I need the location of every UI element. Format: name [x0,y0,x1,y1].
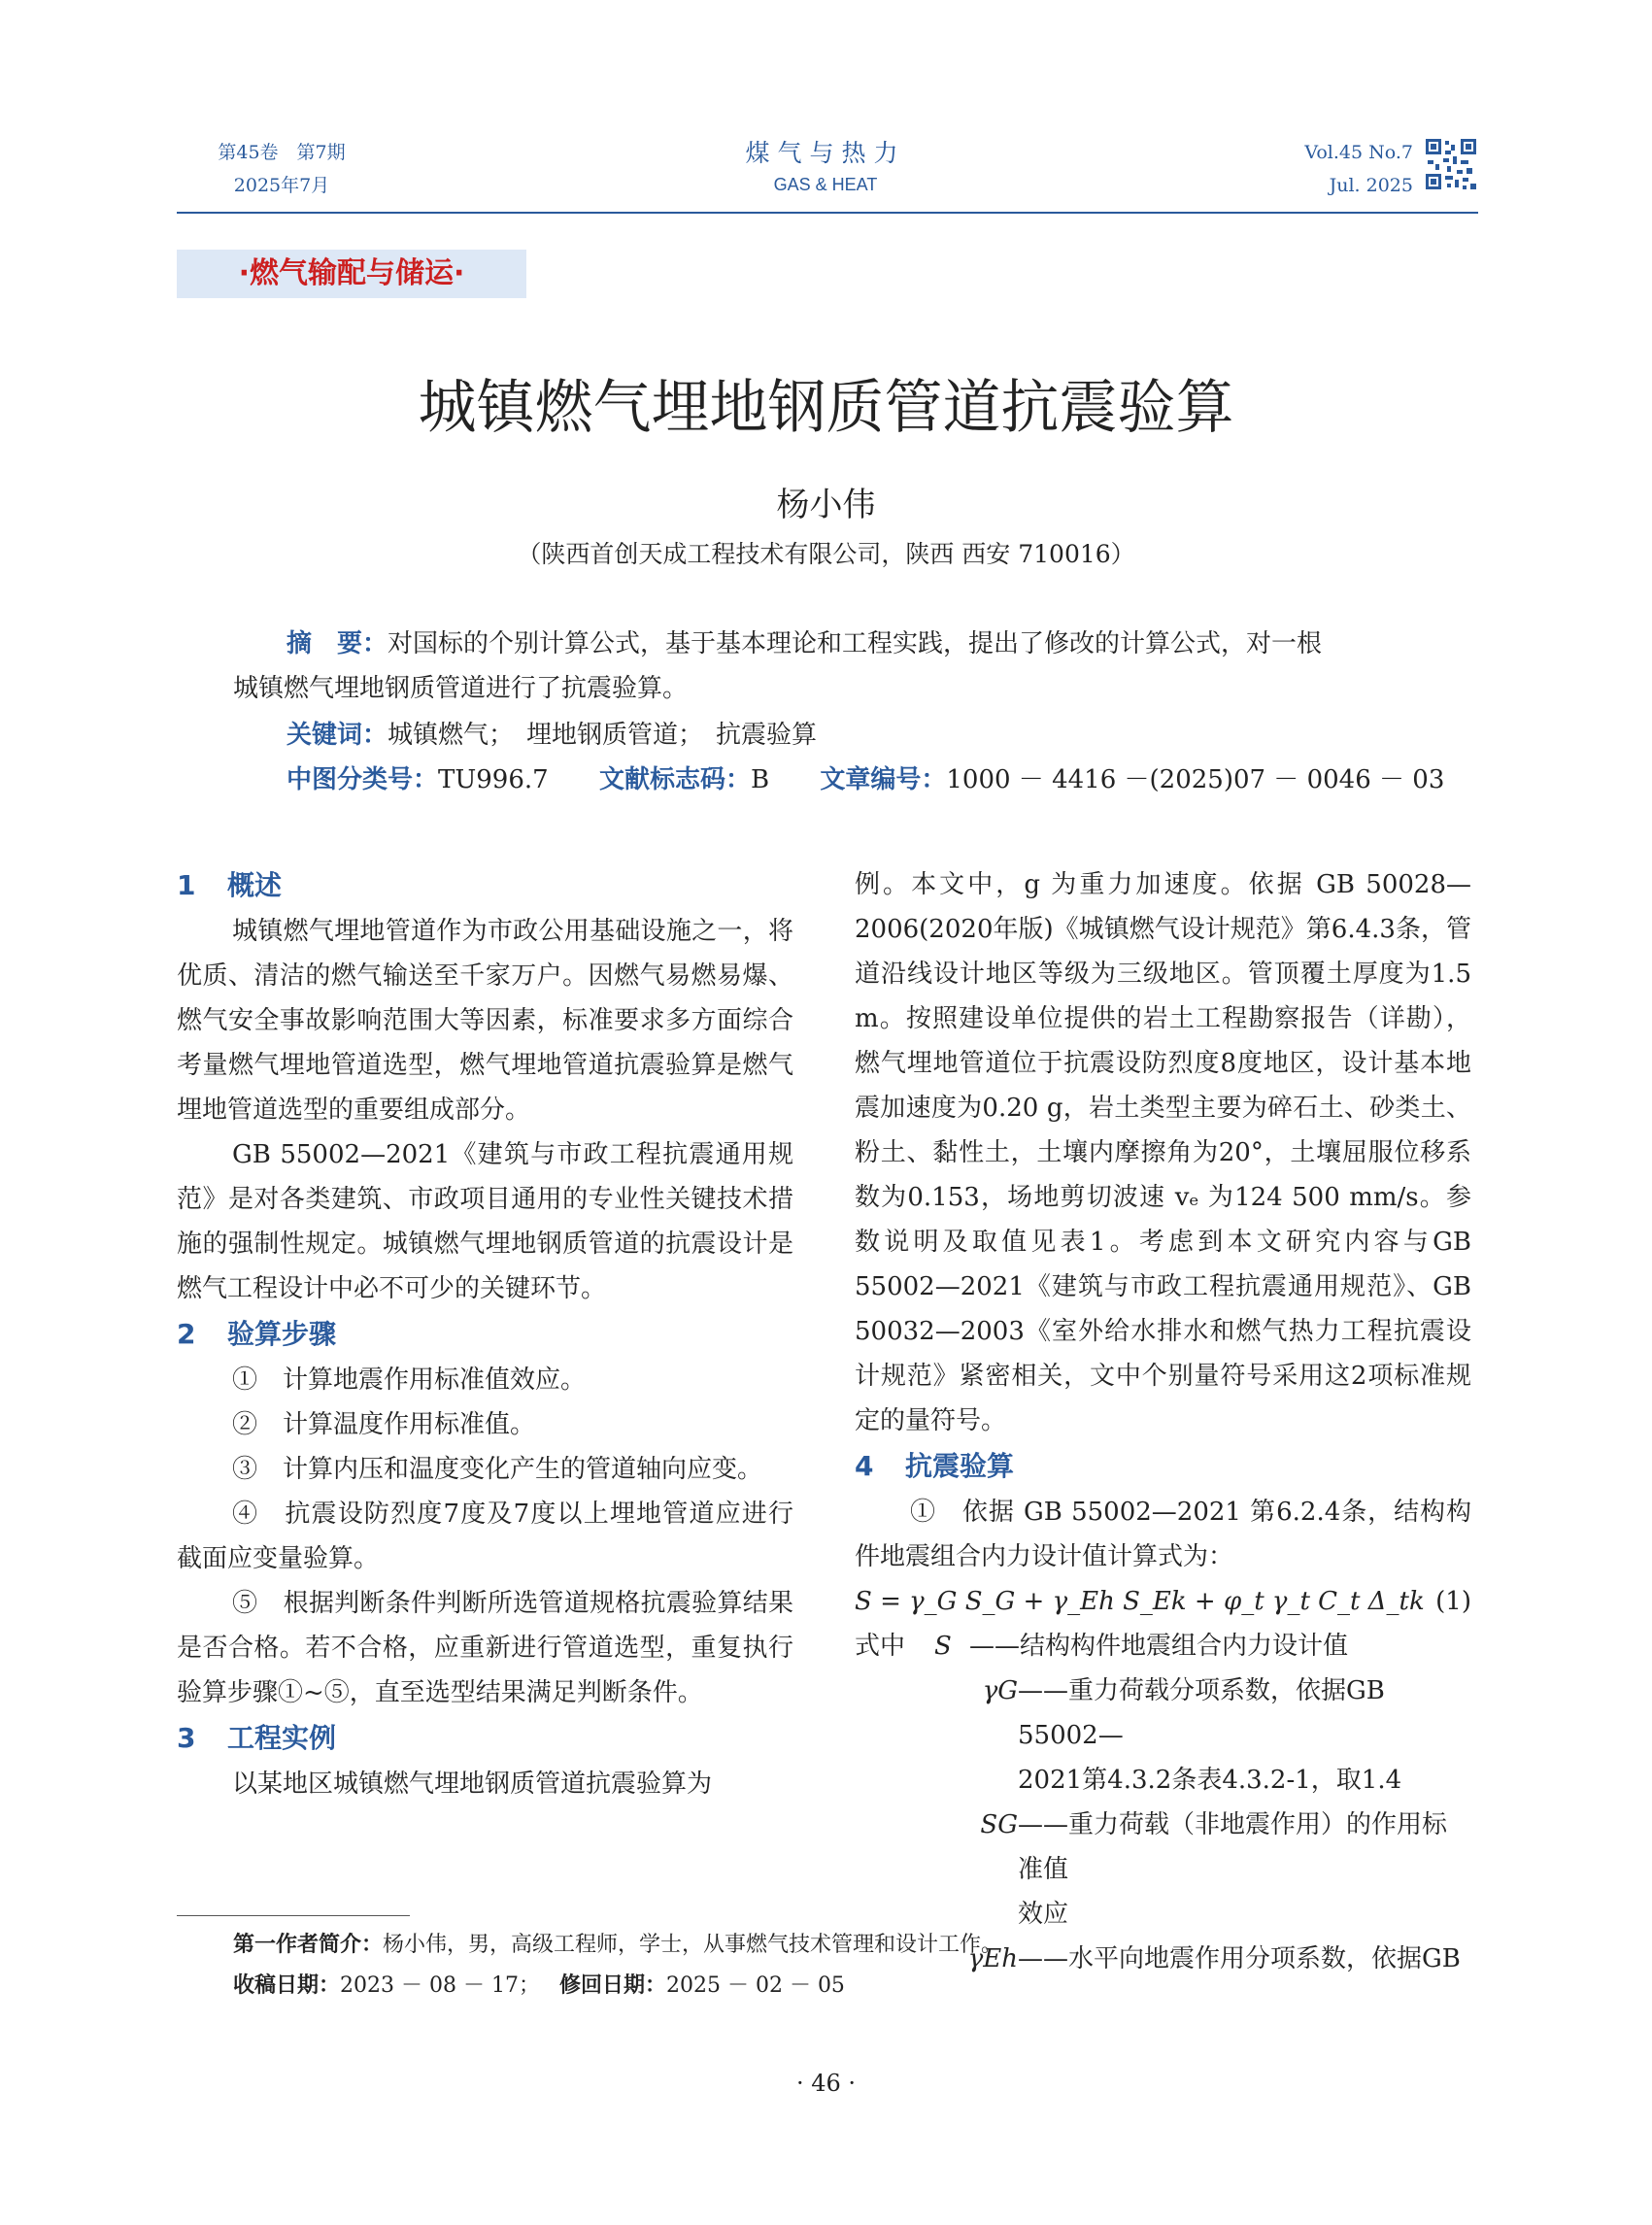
doc-code-label: 文献标志码： [598,765,751,794]
definition-text: ——重力荷载分项系数，依据GB 55002— [1018,1676,1385,1750]
paragraph: 城镇燃气埋地管道作为市政公用基础设施之一，将优质、清洁的燃气输送至千家万户。因燃气易燃易爆、燃气安全事故影响范围大等因素，标准要求多方面综合考量燃气埋地管道选型，燃气埋地管道抗震验算是燃气埋地管道选型的重要组成部分。 [177,917,793,1125]
journal-volume-info-en [1267,136,1413,202]
volume-issue-en: Vol.45 No.7 [1304,142,1413,163]
step-item: ③ 计算内压和温度变化产生的管道轴向应变。 [232,1455,763,1484]
paragraph: GB 55002—2021《建筑与市政工程抗震通用规范》是对各类建筑、市政项目通用的专业性关键技术措施的强制性规定。城镇燃气埋地钢质管道的抗震设计是燃气工程设计中必不可少的关键环节。 [177,1140,793,1303]
definition-gamma-g [855,1669,1471,1758]
author-bio-label: 第一作者简介： [233,1933,384,1957]
definition-symbol: γG [982,1676,1018,1705]
article-no-label: 文章编号： [820,765,947,794]
journal-name [680,136,971,198]
author-bio-text: 杨小伟，男，高级工程师，学士，从事燃气技术管理和设计工作。 [383,1933,1003,1957]
paragraph: 例。本文中，g 为重力加速度。依据 GB 50028—2006(2020年版)《城镇燃气设计规范》第6.4.3条，管道沿线设计地区等级为三级地区。管顶覆土厚度为1.5 m。按照建设单位提供的岩土工程勘察报告（详勘），燃气埋地管道位于抗震设防烈度8度地区，设计基本地震加速度为0.20 g，岩土类型主要为碎石土、砂类土、粉土、黏性土，土壤内摩擦角为20°，土壤屈服位移系数为0.153，场地剪切波速 vₑ 为124 500 mm/s。参数说明及取值见表1。考虑到本文研究内容与GB 55002—2021《建筑与市政工程抗震通用规范》、GB 50032—2003《室外给水排水和燃气热力工程抗震设计规范》紧密相关，文中个别量符号采用这2项标准规定的量符号。 [855,870,1471,1435]
step-item: ⑤ 根据判断条件判断所选管道规格抗震验算结果是否合格。若不合格，应重新进行管道选型，重复执行验算步骤①~⑤，直至选型结果满足判断条件。 [177,1589,793,1707]
where-label: 式中 [855,1632,906,1661]
issue-date: 2025年7月 [233,175,330,196]
body-column-right [855,862,1471,1981]
article-no-value: 1000 － 4416 －(2025)07 － 0046 － 03 [946,765,1445,794]
definition-symbol: S [934,1632,952,1661]
abstract [233,622,1437,711]
equation-number: (1) [1435,1587,1471,1616]
clc-value: TU996.7 [438,765,549,794]
definition-continuation: 效应 [1018,1900,1069,1929]
footnote-divider [177,1915,410,1916]
section-heading-4: 4 抗震验算 [855,1450,1015,1482]
classification-info [233,758,1491,802]
abstract-text-line2: 城镇燃气埋地钢质管道进行了抗震验算。 [233,674,689,703]
issue-date-en: Jul. 2025 [1329,175,1413,196]
qr-code-icon [1424,137,1478,191]
section-tag: ·燃气输配与储运· [177,250,526,298]
paragraph: ① 依据 GB 55002—2021 第6.2.4条，结构构件地震组合内力设计值计算式为： [855,1498,1471,1571]
definition-text: ——水平向地震作用分项系数，依据GB [1018,1944,1461,1973]
body-column-left [177,862,793,1806]
revised-date: 2025 － 02 － 05 [665,1973,845,1998]
equation-1 [855,1579,1471,1624]
equation-body: S = γ_G S_G + γ_Eh S_Ek + φ_t γ_t C_t Δ_tk [855,1587,1425,1616]
keywords-text: 城镇燃气； 埋地钢质管道； 抗震验算 [388,721,818,750]
definition-symbol: SG [980,1810,1018,1839]
journal-volume-info [185,136,379,202]
clc-label: 中图分类号： [287,765,439,794]
journal-name-en: GAS & HEAT [773,175,878,194]
section-heading-3: 3 工程实例 [177,1722,337,1754]
step-item: ② 计算温度作用标准值。 [232,1410,536,1439]
keywords [233,713,1491,758]
header-divider [177,212,1478,214]
keywords-label: 关键词： [287,721,388,750]
volume-issue: 第45卷 第7期 [218,142,346,163]
article-title: 城镇燃气埋地钢质管道抗震验算 [418,374,1234,442]
definition-s-g [855,1803,1471,1892]
received-label: 收稿日期： [233,1973,341,1998]
paragraph: 以某地区城镇燃气埋地钢质管道抗震验算为 [232,1770,713,1799]
definition-symbol: γEh [967,1944,1018,1973]
author: 杨小伟 [776,486,876,524]
author-bio [233,1926,1002,1965]
section-heading-2: 2 验算步骤 [177,1318,337,1350]
step-item: ④ 抗震设防烈度7度及7度以上埋地管道应进行截面应变量验算。 [177,1500,793,1573]
definition-text: ——结构构件地震组合内力设计值 [969,1632,1349,1661]
definition-continuation: 2021第4.3.2条表4.3.2-1，取1.4 [1018,1766,1402,1795]
abstract-text-line1: 对国标的个别计算公式，基于基本理论和工程实践，提出了修改的计算公式，对一根 [388,629,1323,658]
section-heading-1: 1 概述 [177,869,283,901]
received-date: 2023 － 08 － 17； [340,1973,540,1998]
journal-name-cn: 煤气与热力 [745,139,906,167]
dates [233,1967,845,2006]
definition-S [855,1624,1471,1669]
revised-label: 修回日期： [558,1973,666,1998]
abstract-label: 摘 要： [287,629,388,658]
page-number: · 46 · [795,2070,857,2097]
definition-text: ——重力荷载（非地震作用）的作用标准值 [1018,1810,1448,1884]
doc-code-value: B [750,765,770,794]
affiliation: （陕西首创天成工程技术有限公司，陕西 西安 710016） [517,540,1135,568]
step-item: ① 计算地震作用标准值效应。 [232,1365,587,1395]
